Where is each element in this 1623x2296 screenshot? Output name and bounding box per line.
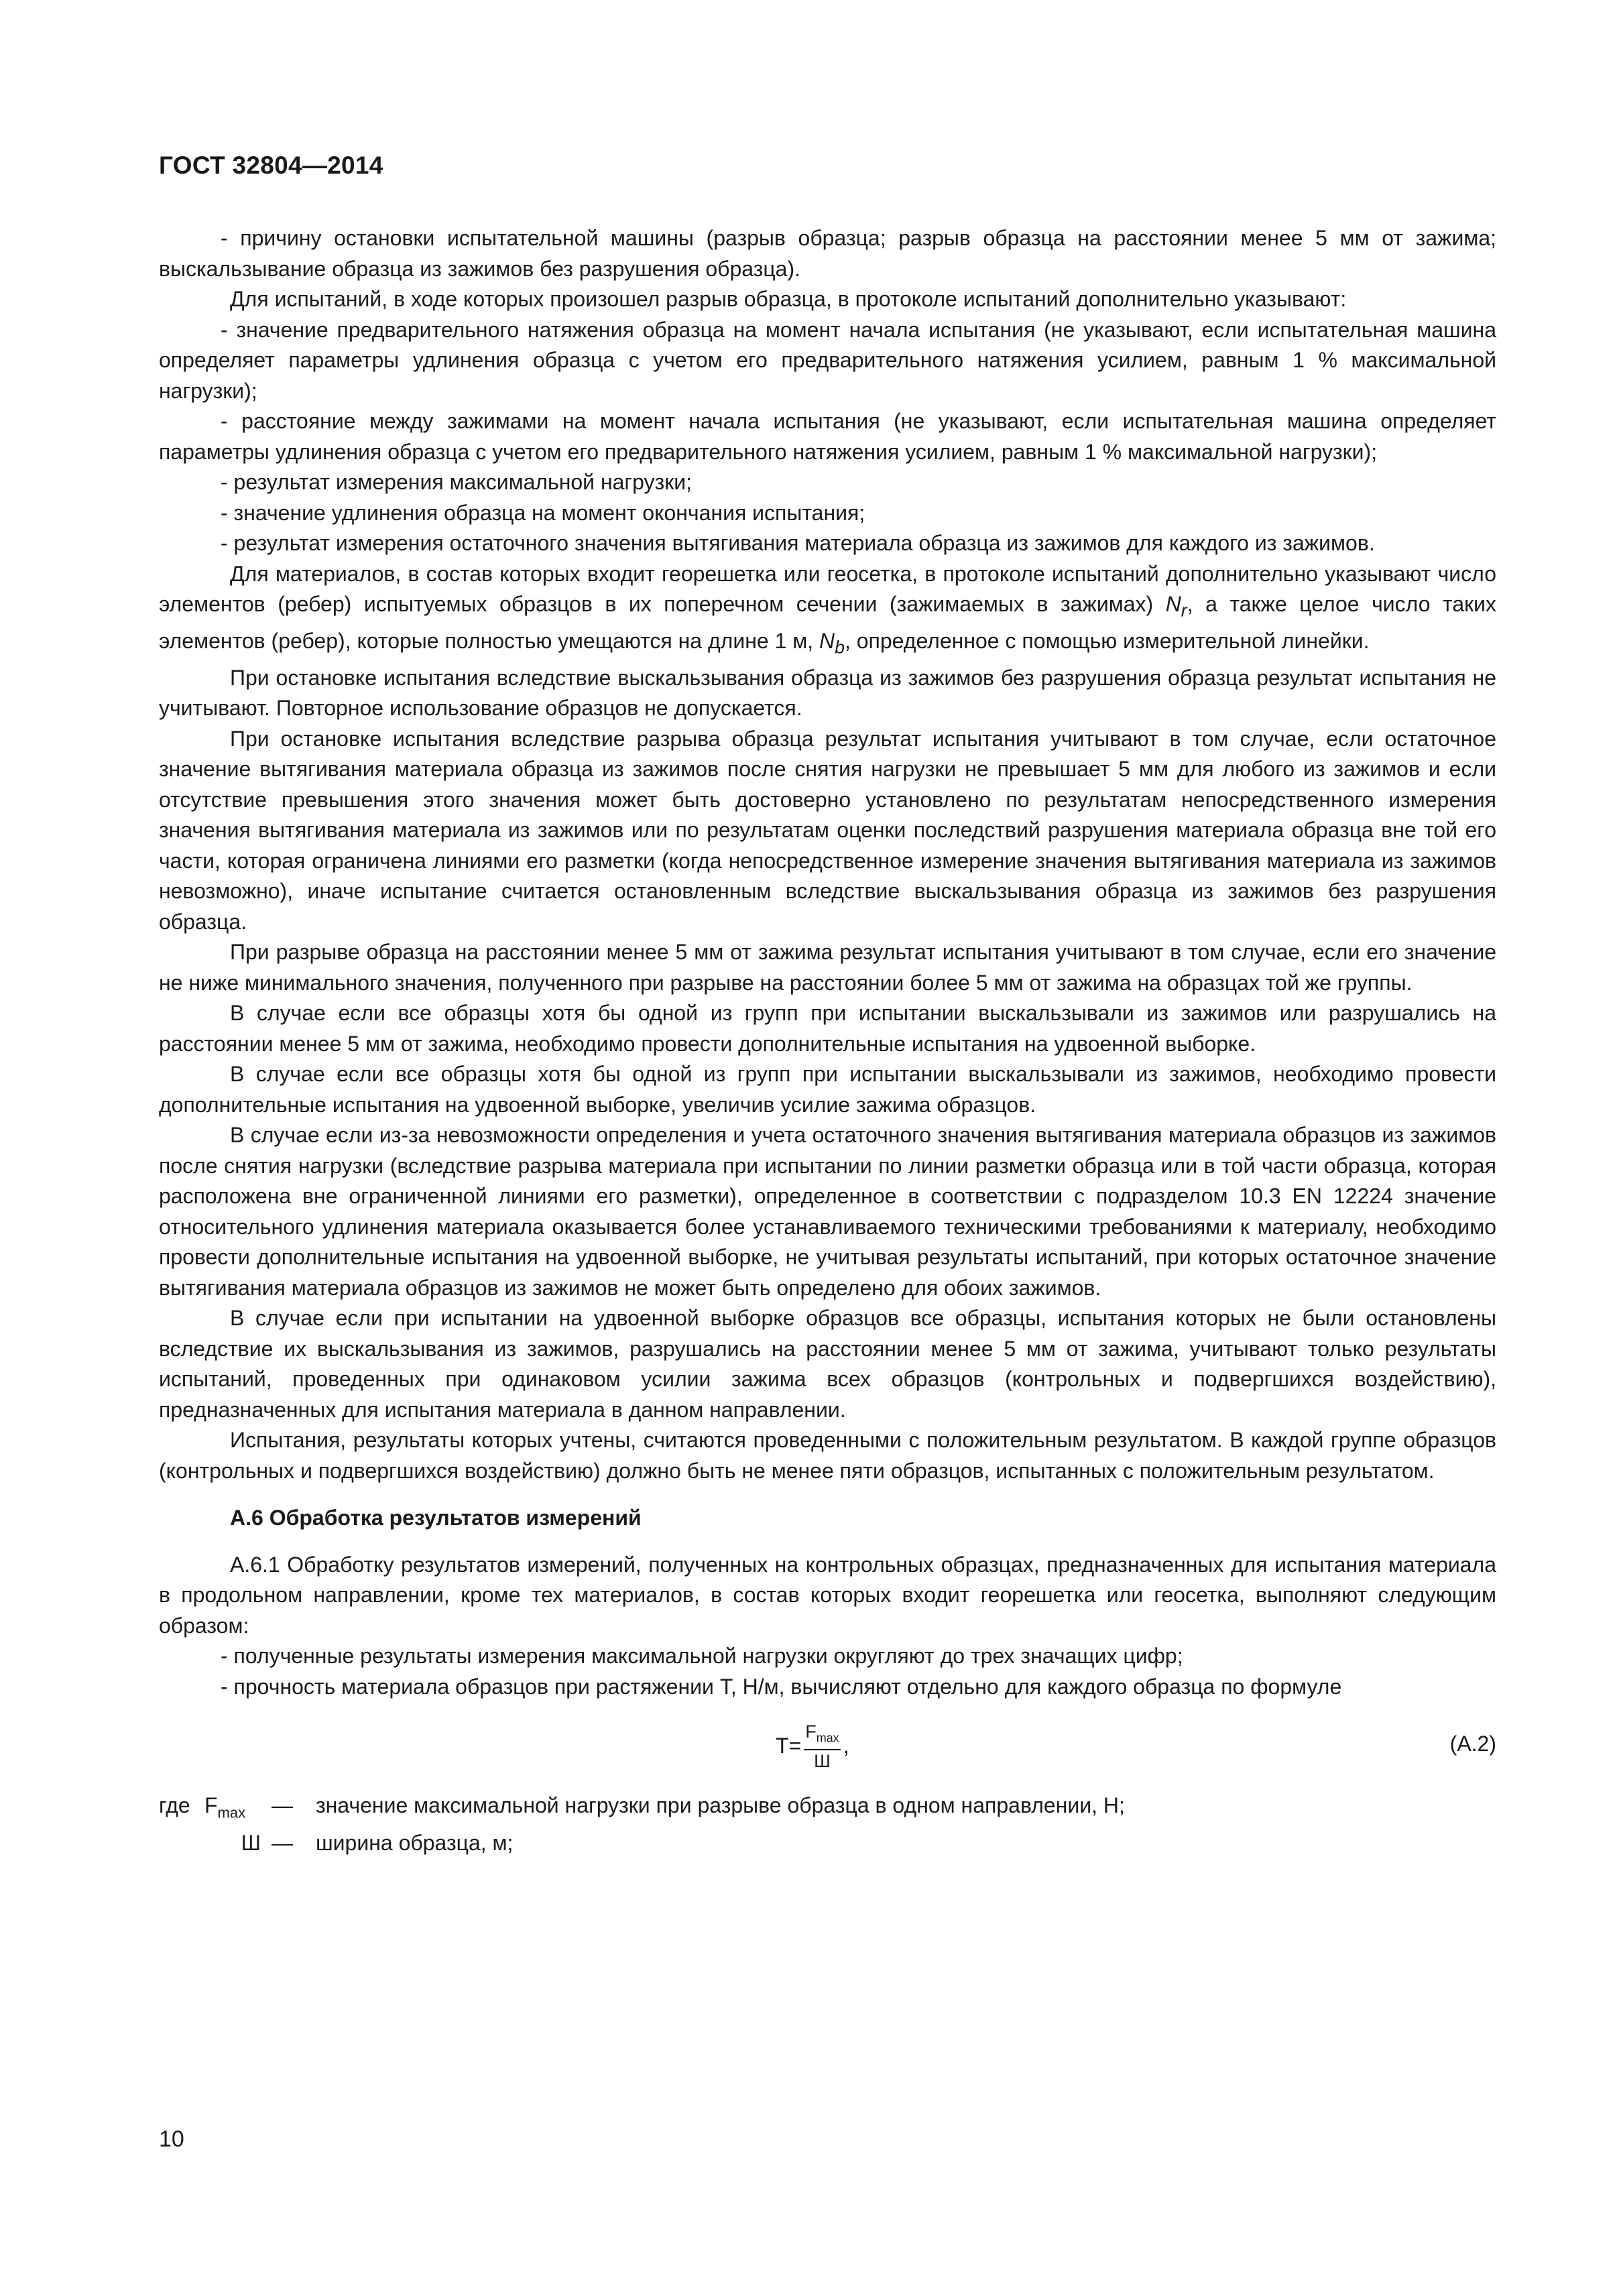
document-header: ГОСТ 32804—2014 <box>159 152 383 179</box>
fraction-bar <box>804 1749 841 1750</box>
symbol-nr <box>1165 592 1187 621</box>
where-line <box>159 1828 1496 1859</box>
equation-number: (А.2) <box>1449 1732 1496 1756</box>
paragraph: А.6.1 Обработку результатов измерений, полученных на контрольных образцах, предназначенных для испытания материала в продольном направлении, кроме тех материалов, в состав которых входит георешетка или геосетка, выполняют следующим образом: <box>159 1552 1496 1638</box>
formula-a2 <box>159 1717 1496 1773</box>
formula-denominator: Ш <box>814 1750 831 1771</box>
where-line <box>159 1791 1496 1828</box>
where-symbol: Ш <box>241 1831 261 1856</box>
paragraph: Испытания, результаты которых учтены, считаются проведенными с положительным результатом. В каждой группе образцов (контрольных и подвергшихся воздействию) должно быть не менее пяти образцов, испытанных с положительным результатом. <box>159 1428 1496 1483</box>
where-symbol-sub: max <box>217 1804 246 1821</box>
paragraph: При разрыве образца на расстоянии менее 5 мм от зажима результат испытания учитывают в том случае, если его значение не ниже минимального значения, полученного при разрыве на расстоянии более 5 мм от зажима на образцах той же группы. <box>159 940 1496 995</box>
where-dash: — <box>272 1831 293 1856</box>
grid-text-1: Для материалов, в состав которых входит георешетка или геосетка, в протоколе испытаний дополнительно указывают число элементов (ребер) испытуемых образцов в их поперечном сечении (зажимаемых в зажимах) <box>159 561 1496 616</box>
paragraph-grid-elements <box>159 559 1496 663</box>
paragraph: В случае если из-за невозможности определения и учета остаточного значения вытягивания материала образцов из зажимов после снятия нагрузки (вследствие разрыва материала при испытании по линии разметки образца или в той части образца, которая расположена вне ограниченной линиями его разметки), определенное в соответствии с подразделом 10.3 EN 12224 значение относительного удлинения материала оказывается более устанавливаемого техническими требованиями к материалу, необходимо провести дополнительные испытания на удвоенной выборке, не учитывая результаты испытаний, при которых остаточное значение вытягивания материала образцов из зажимов не может быть определено для обоих зажимов. <box>159 1123 1496 1300</box>
paragraph: В случае если все образцы хотя бы одной из групп при испытании выскальзывали из зажимов или разрушались на расстоянии менее 5 мм от зажима, необходимо провести дополнительные испытания на удвоенной выборке. <box>159 1001 1496 1056</box>
grid-text-3: , определенное с помощью измерительной линейки. <box>844 628 1370 653</box>
formula-fraction <box>804 1722 841 1770</box>
where-text: значение максимальной нагрузки при разрыве образца в одном направлении, Н; <box>316 1793 1125 1818</box>
where-lead: где <box>159 1793 190 1818</box>
grid-text-2: , а также целое число таких элементов (ребер), которые полностью умещаются на длине 1 м, <box>159 592 1496 653</box>
where-lead <box>159 1828 204 1859</box>
formula-expression <box>776 1722 849 1770</box>
paragraph: - результат измерения максимальной нагрузки; <box>221 470 692 494</box>
paragraph: - причину остановки испытательной машины (разрыв образца; разрыв образца на расстоянии менее 5 мм от зажима; выскальзывание образца из зажимов без разрушения образца). <box>159 226 1496 281</box>
formula-numerator <box>804 1722 841 1747</box>
section-heading: А.6 Обработка результатов измерений <box>230 1506 642 1530</box>
symbol-nr-base: N <box>1165 592 1181 616</box>
paragraph: - значение предварительного натяжения образца на момент начала испытания (не указывают, если испытательная машина определяет параметры удлинения образца с учетом его предварительного натяжения усилием, равным 1 % максимальной нагрузки); <box>159 317 1496 403</box>
formula-equals: = <box>788 1734 802 1758</box>
list-item: - прочность материала образцов при растяжении Т, Н/м, вычисляют отдельно для каждого образца по формуле <box>221 1674 1342 1699</box>
where-symbol-base: F <box>204 1793 218 1818</box>
symbol-nb-sub: b <box>835 637 845 658</box>
paragraph: В случае если при испытании на удвоенной выборке образцов все образцы, испытания которых не были остановлены вследствие их выскальзывания из зажимов, разрушались на расстоянии менее 5 мм от зажима, учитывают только результаты испытаний, проведенных при одинаковом усилии зажима всех образцов (контрольных и подвергшихся воздействию), предназначенных для испытания материала в данном направлении. <box>159 1306 1496 1422</box>
paragraph: При остановке испытания вследствие выскальзывания образца из зажимов без разрушения образца результат испытания не учитывают. Повторное использование образцов не допускается. <box>159 665 1496 721</box>
paragraph: - значение удлинения образца на момент окончания испытания; <box>221 500 865 525</box>
paragraph: - результат измерения остаточного значения вытягивания материала образца из зажимов для каждого из зажимов. <box>221 531 1375 555</box>
formula-tail: , <box>843 1734 849 1758</box>
list-item: - полученные результаты измерения максимальной нагрузки округляют до трех значащих цифр; <box>221 1644 1183 1669</box>
formula-lhs: T <box>776 1734 789 1758</box>
document-body <box>159 223 1496 1859</box>
symbol-nr-sub: r <box>1181 600 1187 621</box>
page-number: 10 <box>159 2126 184 2152</box>
numerator-symbol: F <box>805 1721 817 1742</box>
symbol-nb <box>819 628 845 658</box>
paragraph: При остановке испытания вследствие разрыва образца результат испытания учитывают в том случае, если остаточное значение вытягивания материала образца из зажимов после снятия нагрузки не превышает 5 мм для любого из зажимов и если отсутствие превышения этого значения может быть достоверно установлено по результатам непосредственного измерения значения вытягивания материала из зажимов или по результатам оценки последствий разрушения материала образца вне той его части, которая ограничена линиями его разметки (когда непосредственное измерение значения вытягивания материала из зажимов невозможно), иначе испытание считается остановленным вследствие выскальзывания образца из зажимов без разрушения образца. <box>159 726 1496 934</box>
where-dash: — <box>272 1793 293 1818</box>
where-symbol <box>204 1791 272 1828</box>
numerator-subscript: max <box>816 1731 839 1745</box>
where-text: ширина образца, м; <box>316 1831 514 1856</box>
paragraph: Для испытаний, в ходе которых произошел разрыв образца, в протоколе испытаний дополнительно указывают: <box>230 287 1347 311</box>
paragraph: В случае если все образцы хотя бы одной из групп при испытании выскальзывали из зажимов, необходимо провести дополнительные испытания на удвоенной выборке, увеличив усилие зажима образцов. <box>159 1062 1496 1117</box>
paragraph: - расстояние между зажимами на момент начала испытания (не указывают, если испытательная машина определяет параметры удлинения образца с учетом его предварительного натяжения усилием, равным 1 % максимальной нагрузки); <box>159 409 1496 464</box>
symbol-nb-base: N <box>819 628 835 653</box>
